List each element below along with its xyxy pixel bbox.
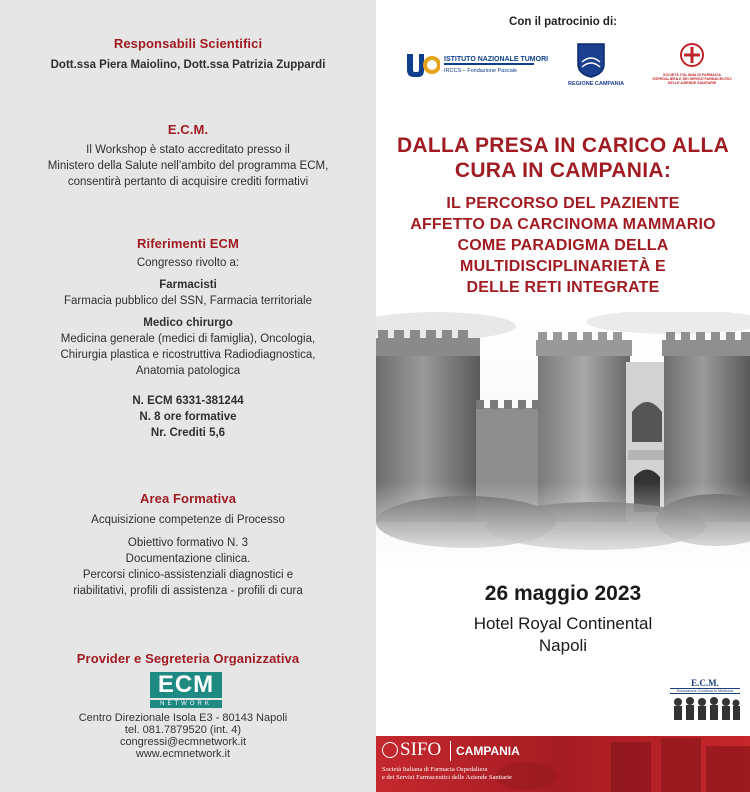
subtitle-line: AFFETTO DA CARCINOMA MAMMARIO: [410, 216, 716, 233]
ecm-education-logo: [670, 678, 740, 726]
ecm-network-logo: [150, 672, 222, 708]
farmacisti-text: Farmacia pubblico del SSN, Farmacia territoriale: [64, 295, 312, 307]
subtitle: [376, 193, 750, 298]
sifo-patrocinio-logo: [652, 42, 732, 92]
regione-shield-icon: [576, 42, 606, 78]
regione-campania-logo: [568, 42, 625, 88]
area-line: Obiettivo formativo N. 3: [127, 537, 249, 549]
responsabili-section: [0, 36, 376, 73]
ecm-section: [0, 122, 376, 190]
contact-website[interactable]: www.ecmnetwork.it: [135, 748, 231, 760]
provider-title: Provider e Segreteria Organizzativa: [76, 651, 300, 666]
responsabili-title: Responsabili Scientifici: [113, 36, 263, 51]
ecm-line: Il Workshop è stato accreditato presso il: [86, 144, 290, 156]
ecm-title: E.C.M.: [167, 122, 209, 137]
subtitle-line: IL PERCORSO DEL PAZIENTE: [446, 195, 680, 212]
event-venue: [376, 613, 750, 657]
area-line: riabilitativi, profili di assistenza - profili di cura: [73, 585, 303, 597]
ecm-figures-icon: [670, 694, 740, 720]
ore-formative: N. 8 ore formative: [139, 411, 237, 423]
sifo-desc-line: Società Italiana di Farmacia Ospedaliera: [382, 766, 488, 773]
sifo-campania-banner: [376, 736, 750, 792]
subtitle-line: DELLE RETI INTEGRATE: [466, 279, 660, 296]
ecm-line: Ministero della Salute nell’ambito del programma ECM,: [47, 160, 329, 172]
provider-contact: [0, 712, 376, 760]
ecm-number: N. ECM 6331-381244: [132, 395, 244, 407]
ecm-line: consentirà pertanto di acquisire crediti formativi: [67, 176, 309, 188]
right-panel: [376, 0, 750, 792]
patrocinio-label: Con il patrocinio di:: [509, 16, 617, 28]
sifo-divider: [450, 741, 451, 761]
tumori-sub: IRCCS – Fondazione Pascale: [444, 68, 518, 74]
main-title-line: DALLA PRESA IN CARICO ALLA: [396, 134, 730, 157]
subtitle-line: MULTIDISCIPLINARIETÀ E: [460, 258, 666, 275]
sifo-seal-icon: [678, 42, 706, 68]
contact-email[interactable]: congressi@ecmnetwork.it: [119, 736, 247, 748]
sifo-brand: SIFO: [400, 739, 442, 760]
riferimenti-title: Riferimenti ECM: [137, 236, 239, 251]
castel-nuovo-image: [376, 312, 750, 570]
subtitle-line: COME PARADIGMA DELLA: [457, 237, 669, 254]
main-title: [376, 133, 750, 183]
sifo-small-text: SOCIETÀ ITALIANA DI FARMACIA OSPEDALIERA E DEI SERVIZI FARMACEUTICI DELLE AZIENDE SANITARIE: [652, 73, 732, 86]
farmacisti-label: Farmacisti: [159, 279, 217, 291]
area-line: Documentazione clinica.: [125, 553, 251, 565]
area-line: Acquisizione competenze di Processo: [91, 514, 285, 526]
medico-line: Chirurgia plastica e ricostruttiva Radiodiagnostica,: [60, 349, 316, 361]
tumori-mark-icon: [404, 50, 440, 80]
medico-line: Anatomia patologica: [135, 365, 241, 377]
ecm-logo-text: ECM: [150, 672, 222, 698]
tumori-name: ISTITUTO NAZIONALE TUMORI: [444, 56, 549, 63]
sifo-desc: [382, 766, 512, 782]
regione-label: REGIONE CAMPANIA: [568, 81, 625, 87]
ecm-box-sub: Educazione Continua in Medicina: [670, 688, 740, 694]
sifo-banner-seal-icon: [382, 742, 398, 758]
patrocinio-logos: [376, 40, 750, 92]
crediti: Nr. Crediti 5,6: [150, 427, 226, 439]
area-line: Percorsi clinico-assistenziali diagnostici e: [82, 569, 294, 581]
istituto-tumori-logo: [404, 50, 549, 80]
event-date: 26 maggio 2023: [484, 582, 642, 605]
venue-city: Napoli: [538, 636, 588, 655]
area-title: Area Formativa: [139, 491, 237, 506]
provider-section: [0, 651, 376, 666]
responsabili-names: Dott.ssa Piera Maiolino, Dott.ssa Patrizia Zuppardi: [50, 59, 326, 71]
medico-line: Medicina generale (medici di famiglia), Oncologia,: [60, 333, 316, 345]
sifo-desc-line: e dei Servizi Farmaceutici delle Aziende Sanitarie: [382, 774, 512, 781]
riferimenti-intro: Congresso rivolto a:: [136, 257, 240, 269]
ecm-box-title: E.C.M.: [691, 678, 719, 688]
area-section: [0, 491, 376, 599]
contact-phone: tel. 081.7879520 (int. 4): [124, 724, 242, 736]
contact-address: Centro Direzionale Isola E3 - 80143 Napoli: [78, 712, 288, 724]
venue-name: Hotel Royal Continental: [473, 614, 653, 633]
sifo-region: CAMPANIA: [456, 744, 520, 758]
ecm-logo-sub: NETWORK: [150, 700, 222, 708]
riferimenti-section: [0, 236, 376, 441]
medico-label: Medico chirurgo: [143, 317, 233, 329]
main-title-line: CURA IN CAMPANIA:: [454, 159, 672, 182]
